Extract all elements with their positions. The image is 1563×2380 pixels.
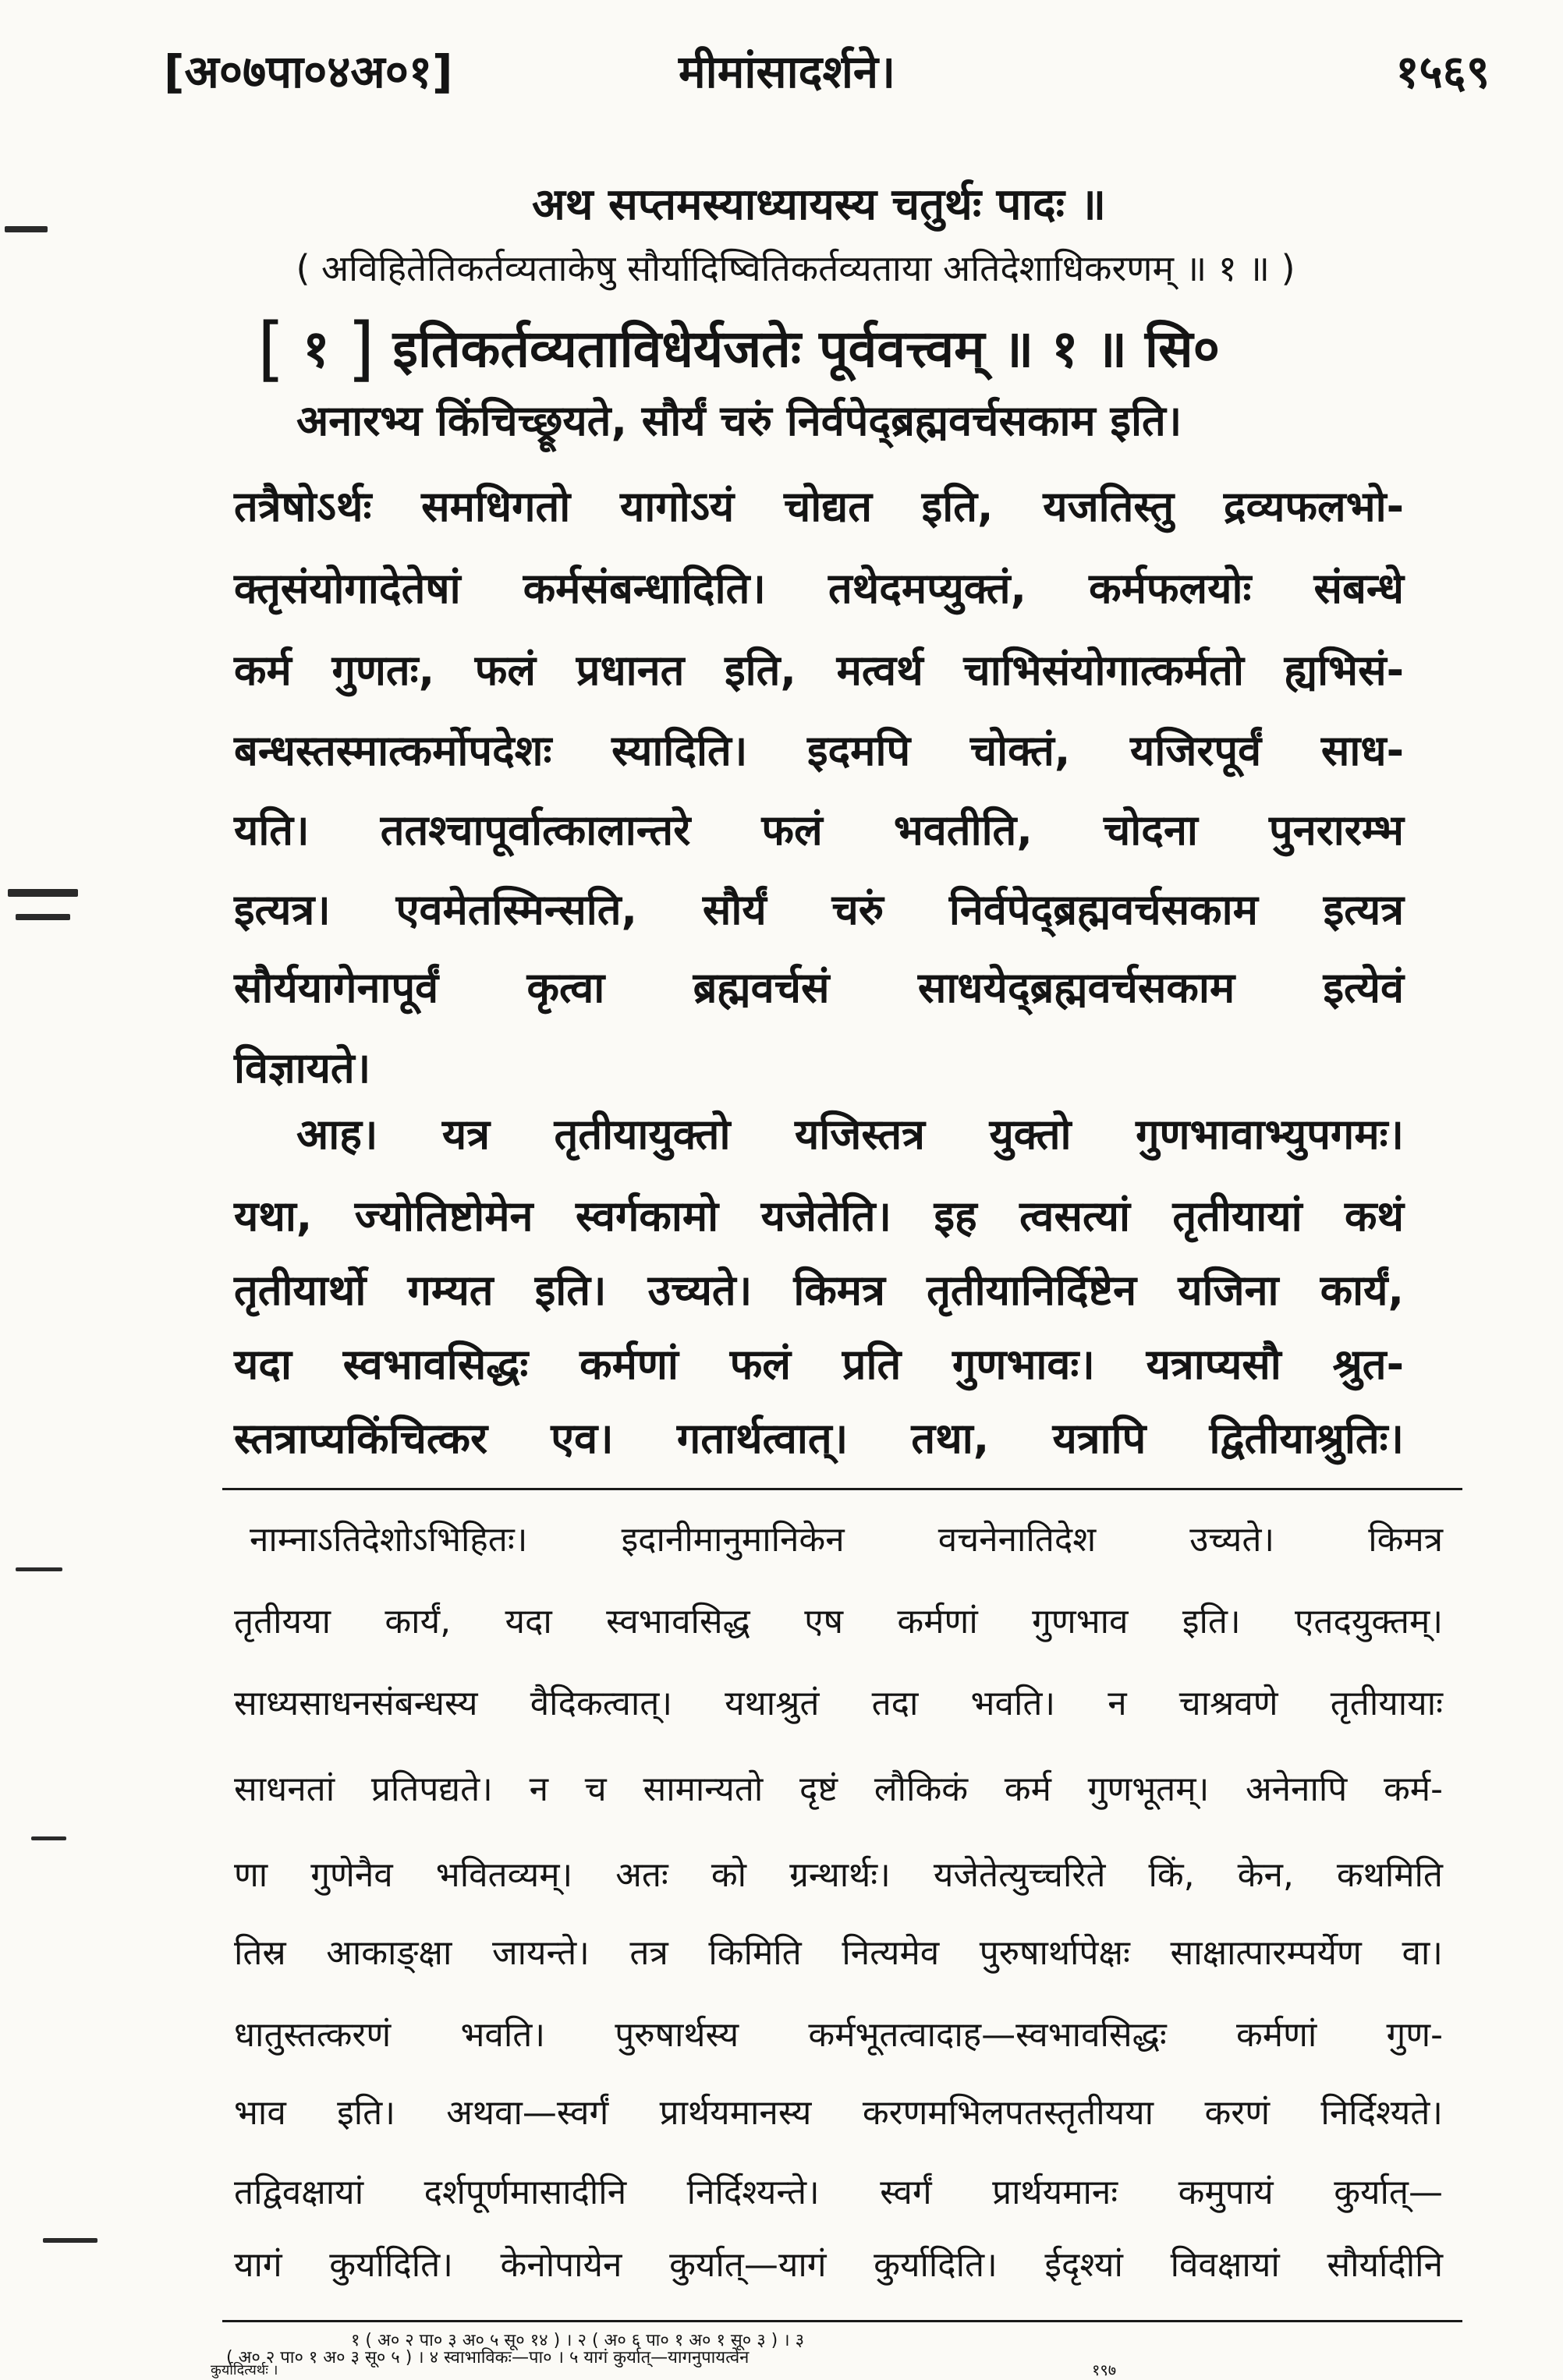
sutra-number: १	[303, 319, 330, 379]
commentary-line: साध्यसाधनसंबन्धस्य वैदिकत्वात्। यथाश्रुतं तदा भवति। न चाश्रवणे तृतीयायाः	[234, 1684, 1443, 1723]
header-reference: [अ०७पा०४अ०१]	[164, 45, 453, 98]
bhashya-line: कर्म गुणतः, फलं प्रधानत इति, मत्वर्थ चाभिसंयोगात्कर्मतो ह्यभिसं-	[234, 646, 1404, 695]
page-number: १५६९	[1395, 45, 1490, 98]
bhashya-line: यति। ततश्चापूर्वात्कालान्तरे फलं भवतीति, चोदना पुनरारम्भ	[234, 806, 1404, 855]
scan-mark	[16, 1567, 62, 1571]
footnote-rule	[222, 2320, 1462, 2322]
footnote-line: ( अ० २ पा० १ अ० ३ सू० ५ ) । ४ स्वाभाविकः—पा० । ५ यागं कुर्यात्—यागनुपायत्वेन	[226, 2348, 750, 2368]
bhashya-line: सौर्ययागेनापूर्वं कृत्वा ब्रह्मवर्चसं साधयेद्ब्रह्मवर्चसकाम इत्येवं	[234, 963, 1404, 1012]
adhikarana-title: ( अविहितेतिकर्तव्यताकेषु सौर्यादिष्वितिकर्तव्यताया अतिदेशाधिकरणम् ॥ १ ॥ )	[296, 247, 1295, 289]
commentary-line: णा गुणेनैव भवितव्यम्। अतः को ग्रन्थार्थः। यजेतेत्युच्चरिते किं, केन, कथमिति	[234, 1855, 1443, 1895]
footnote-line: १ ( अ० २ पा० ३ अ० ५ सू० १४ ) । २ ( अ० ६ पा० १ अ० १ सू० ३ ) । ३	[351, 2331, 805, 2350]
scan-mark	[43, 2238, 97, 2243]
commentary-line: नाम्नाऽतिदेशोऽभिहितः। इदानीमानुमानिकेन वचनेनातिदेश उच्यते। किमत्र	[250, 1520, 1443, 1560]
commentary-line: तिस्र आकाङ्क्षा जायन्ते। तत्र किमिति नित्यमेव पुरुषार्थापेक्षः साक्षात्पारम्पर्येण वा।	[234, 1933, 1443, 1973]
bhashya-line: अनारभ्य किंचिच्छ्रूयते, सौर्यं चरुं निर्वपेद्ब्रह्मवर्चसकाम इति।	[296, 396, 1182, 445]
chapter-heading: अथ सप्तमस्याध्यायस्य चतुर्थः पादः ॥	[531, 179, 1107, 230]
scan-mark	[31, 1836, 66, 1840]
separator-rule	[222, 1488, 1462, 1490]
bhashya-line: इत्यत्र। एवमेतस्मिन्सति, सौर्यं चरुं निर्वपेद्ब्रह्मवर्चसकाम इत्यत्र	[234, 885, 1404, 934]
header-title: मीमांसादर्शने।	[679, 45, 896, 98]
sutra-bracket-open: [	[257, 308, 285, 390]
commentary-line: साधनतां प्रतिपद्यते। न च सामान्यतो दृष्टं लौकिकं कर्म गुणभूतम्। अनेनापि कर्म-	[234, 1769, 1443, 1809]
sutra-line	[257, 308, 1380, 390]
bhashya-line: स्तत्राप्यकिंचित्कर एव। गतार्थत्वात्। तथा, यत्रापि द्वितीयाश्रुतिः।	[234, 1414, 1404, 1463]
bhashya-line: विज्ञायते।	[234, 1043, 371, 1093]
bhashya-line: यथा, ज्योतिष्टोमेन स्वर्गकामो यजेतेति। इह त्वसत्यां तृतीयायां कथं	[234, 1192, 1404, 1241]
bhashya-line: तृतीयार्थो गम्यत इति। उच्यते। किमत्र तृतीयानिर्दिष्टेन यजिना कार्यं,	[234, 1266, 1404, 1315]
footnote-line: कुर्यादित्यर्थः ।	[211, 2362, 278, 2378]
sutra-bracket-close: ]	[347, 308, 375, 390]
bhashya-line: बन्धस्तस्मात्कर्मोपदेशः स्यादिति। इदमपि चोक्तं, यजिरपूर्वं साध-	[234, 726, 1404, 775]
bhashya-line: आह। यत्र तृतीयायुक्तो यजिस्तत्र युक्तो गुणभावाभ्युपगमः।	[296, 1110, 1404, 1159]
bhashya-line: तत्रैषोऽर्थः समधिगतो यागोऽयं चोद्यत इति, यजतिस्तु द्रव्यफलभो-	[234, 482, 1404, 531]
signature-mark: १९७	[1092, 2361, 1117, 2379]
bhashya-line: यदा स्वभावसिद्धः कर्मणां फलं प्रति गुणभावः। यत्राप्यसौ श्रुत-	[234, 1340, 1404, 1389]
commentary-line: तद्विवक्षायां दर्शपूर्णमासादीनि निर्दिश्यन्ते। स्वर्गं प्रार्थयमानः कमुपायं कुर्यात्—	[234, 2173, 1443, 2212]
commentary-line: भाव इति। अथवा—स्वर्गं प्रार्थयमानस्य करणमभिलपतस्तृतीयया करणं निर्दिश्यते।	[234, 2093, 1443, 2133]
commentary-line: यागं कुर्यादिति। केनोपायेन कुर्यात्—यागं कुर्यादिति। ईदृश्यां विवक्षायां सौर्यादीनि	[234, 2245, 1443, 2285]
commentary-line: तृतीयया कार्यं, यदा स्वभावसिद्ध एष कर्मणां गुणभाव इति। एतदयुक्तम्।	[234, 1602, 1443, 1642]
page-header	[164, 31, 1490, 117]
scan-mark	[8, 889, 78, 897]
sutra-text: इतिकर्तव्यताविधेर्यजतेः पूर्ववत्त्वम् ॥ १ ॥ सि०	[392, 319, 1220, 379]
bhashya-line: क्तृसंयोगादेतेषां कर्मसंबन्धादिति। तथेदमप्युक्तं, कर्मफलयोः संबन्धे	[234, 564, 1404, 613]
scan-mark	[16, 914, 70, 920]
commentary-line: धातुस्तत्करणं भवति। पुरुषार्थस्य कर्मभूतत्वादाह—स्वभावसिद्धः कर्मणां गुण-	[234, 2015, 1443, 2055]
scan-mark	[5, 226, 48, 232]
